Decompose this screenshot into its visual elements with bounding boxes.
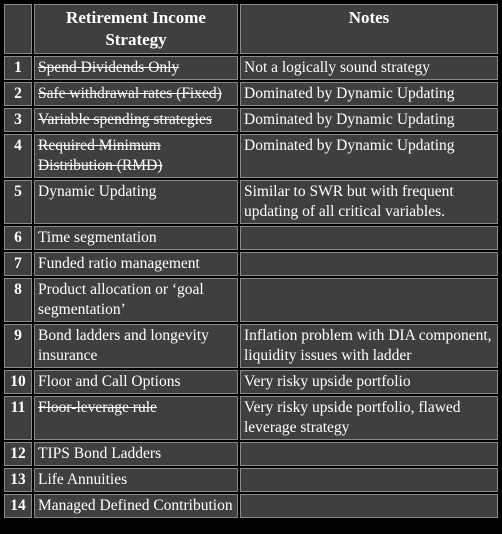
table-row <box>4 82 498 106</box>
strategy-cell: Product allocation or ‘goal segmentation’ <box>34 278 238 322</box>
notes-cell: Very risky upside portfolio, flawed leverage strategy <box>240 396 498 440</box>
table-row <box>4 370 498 394</box>
table-row <box>4 278 498 322</box>
strategy-cell: Time segmentation <box>34 226 238 250</box>
row-number: 9 <box>4 324 32 368</box>
notes-cell: Dominated by Dynamic Updating <box>240 108 498 132</box>
notes-cell <box>240 442 498 466</box>
table-row <box>4 442 498 466</box>
row-number: 14 <box>4 494 32 518</box>
notes-cell: Dominated by Dynamic Updating <box>240 134 498 178</box>
strategy-cell: Managed Defined Contribution <box>34 494 238 518</box>
strategy-cell: Variable spending strategies <box>34 108 238 132</box>
notes-cell <box>240 494 498 518</box>
table-row <box>4 324 498 368</box>
strategy-cell: TIPS Bond Ladders <box>34 442 238 466</box>
row-number: 1 <box>4 56 32 80</box>
row-number: 11 <box>4 396 32 440</box>
row-number: 5 <box>4 180 32 224</box>
table-row <box>4 494 498 518</box>
strategy-cell: Life Annuities <box>34 468 238 492</box>
strategy-cell: Floor-leverage rule <box>34 396 238 440</box>
strategy-cell: Funded ratio management <box>34 252 238 276</box>
row-number: 10 <box>4 370 32 394</box>
notes-cell: Very risky upside portfolio <box>240 370 498 394</box>
table-row <box>4 468 498 492</box>
table-row <box>4 226 498 250</box>
table-row <box>4 134 498 178</box>
strategy-cell: Required Minimum Distribution (RMD) <box>34 134 238 178</box>
header-notes: Notes <box>240 4 498 54</box>
strategy-cell: Spend Dividends Only <box>34 56 238 80</box>
header-number <box>4 4 32 54</box>
table-row <box>4 180 498 224</box>
notes-cell: Similar to SWR but with frequent updating of all critical variables. <box>240 180 498 224</box>
notes-cell: Not a logically sound strategy <box>240 56 498 80</box>
row-number: 2 <box>4 82 32 106</box>
table-row <box>4 252 498 276</box>
notes-cell: Inflation problem with DIA component, liquidity issues with ladder <box>240 324 498 368</box>
table-row <box>4 108 498 132</box>
header-strategy: Retirement Income Strategy <box>34 4 238 54</box>
strategy-cell: Floor and Call Options <box>34 370 238 394</box>
strategy-cell: Bond ladders and longevity insurance <box>34 324 238 368</box>
row-number: 13 <box>4 468 32 492</box>
strategy-cell: Safe withdrawal rates (Fixed) <box>34 82 238 106</box>
row-number: 8 <box>4 278 32 322</box>
row-number: 6 <box>4 226 32 250</box>
notes-cell: Dominated by Dynamic Updating <box>240 82 498 106</box>
notes-cell <box>240 468 498 492</box>
row-number: 3 <box>4 108 32 132</box>
table-header-row <box>4 4 498 54</box>
strategy-cell: Dynamic Updating <box>34 180 238 224</box>
retirement-strategy-table <box>2 2 500 520</box>
row-number: 4 <box>4 134 32 178</box>
row-number: 7 <box>4 252 32 276</box>
row-number: 12 <box>4 442 32 466</box>
table-row <box>4 396 498 440</box>
notes-cell <box>240 252 498 276</box>
table-row <box>4 56 498 80</box>
notes-cell <box>240 226 498 250</box>
notes-cell <box>240 278 498 322</box>
